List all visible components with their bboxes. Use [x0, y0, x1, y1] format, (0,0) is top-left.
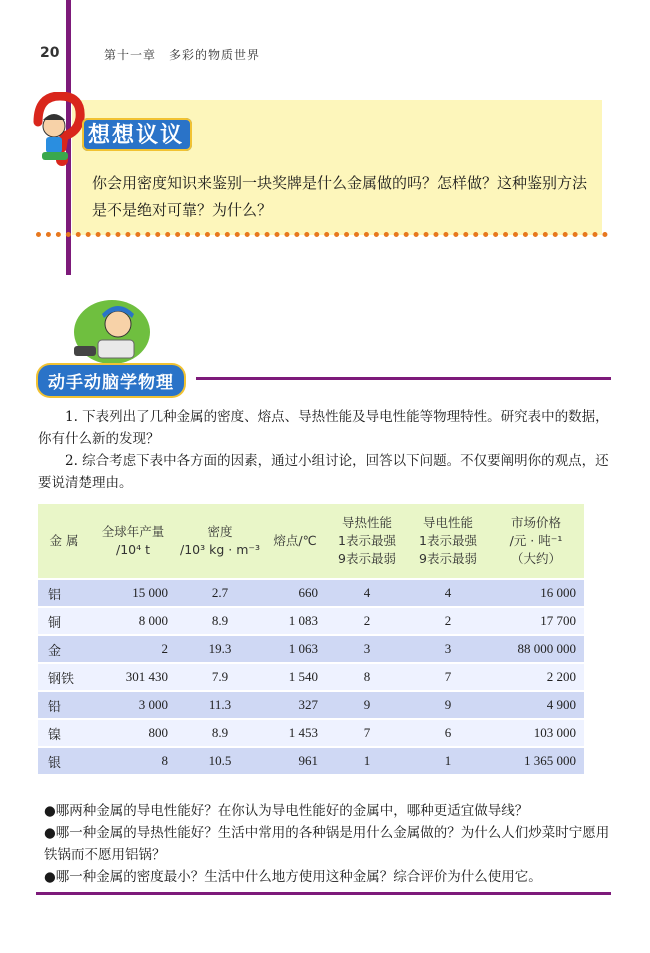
col-metal: 金 属	[38, 504, 90, 578]
student-with-tools-icon	[62, 296, 162, 366]
col-thermal: 导热性能 1表示最强 9表示最弱	[326, 504, 408, 578]
question-bullet-3: ●哪一种金属的密度最小？生活中什么地方使用这种金属？综合评价为什么使用它。	[44, 869, 542, 885]
thinking-child-icon	[28, 92, 86, 170]
table-header-row	[38, 504, 584, 578]
question-bullet-2: ●哪一种金属的导热性能好？生活中常用的各种锅是用什么金属做的？为什么人们炒菜时宁愿用铁锅而不愿用铝锅？	[44, 825, 610, 863]
section-rule	[196, 377, 611, 380]
table-row: 铝 15 000 2.7 660 4 4 16 000	[38, 580, 584, 606]
col-electrical: 导电性能 1表示最强 9表示最弱	[408, 504, 488, 578]
page-number: 20	[40, 45, 60, 61]
col-output: 全球年产量 /10⁴ t	[90, 504, 176, 578]
metal-properties-table	[38, 502, 584, 776]
col-melting-point: 熔点/℃	[264, 504, 326, 578]
hands-on-title: 动手动脑学物理	[38, 365, 184, 396]
table-row: 金 2 19.3 1 063 3 3 88 000 000	[38, 636, 584, 662]
table-row: 镍 800 8.9 1 453 7 6 103 000	[38, 720, 584, 746]
think-discuss-text: 你会用密度知识来鉴别一块奖牌是什么金属做的吗？怎样做？这种鉴别方法是不是绝对可靠？为什么？	[92, 174, 588, 219]
think-discuss-title: 想想议议	[82, 118, 192, 151]
col-density: 密度 /10³ kg · m⁻³	[176, 504, 264, 578]
question-paragraph-1: 1. 下表列出了几种金属的密度、熔点、导热性能及导电性能等物理特性。研究表中的数据，你有什么新的发现？	[38, 409, 609, 447]
discussion-questions	[44, 800, 610, 888]
question-bullet-1: ●哪两种金属的导电性能好？在你认为导电性能好的金属中，哪种更适宜做导线？	[44, 803, 529, 819]
table-row: 银 8 10.5 961 1 1 1 365 000	[38, 748, 584, 774]
footer-rule	[36, 892, 611, 895]
dotted-divider	[36, 232, 608, 237]
table-row: 铜 8 000 8.9 1 083 2 2 17 700	[38, 608, 584, 634]
question-paragraph-2: 2. 综合考虑下表中各方面的因素，通过小组讨论，回答以下问题。不仅要阐明你的观点，还要说清楚理由。	[38, 453, 609, 491]
table-row: 铅 3 000 11.3 327 9 9 4 900	[38, 692, 584, 718]
col-price: 市场价格 /元 · 吨⁻¹ （大约）	[488, 504, 584, 578]
table-row: 钢铁 301 430 7.9 1 540 8 7 2 200	[38, 664, 584, 690]
chapter-title: 第十一章 多彩的物质世界	[104, 48, 261, 62]
